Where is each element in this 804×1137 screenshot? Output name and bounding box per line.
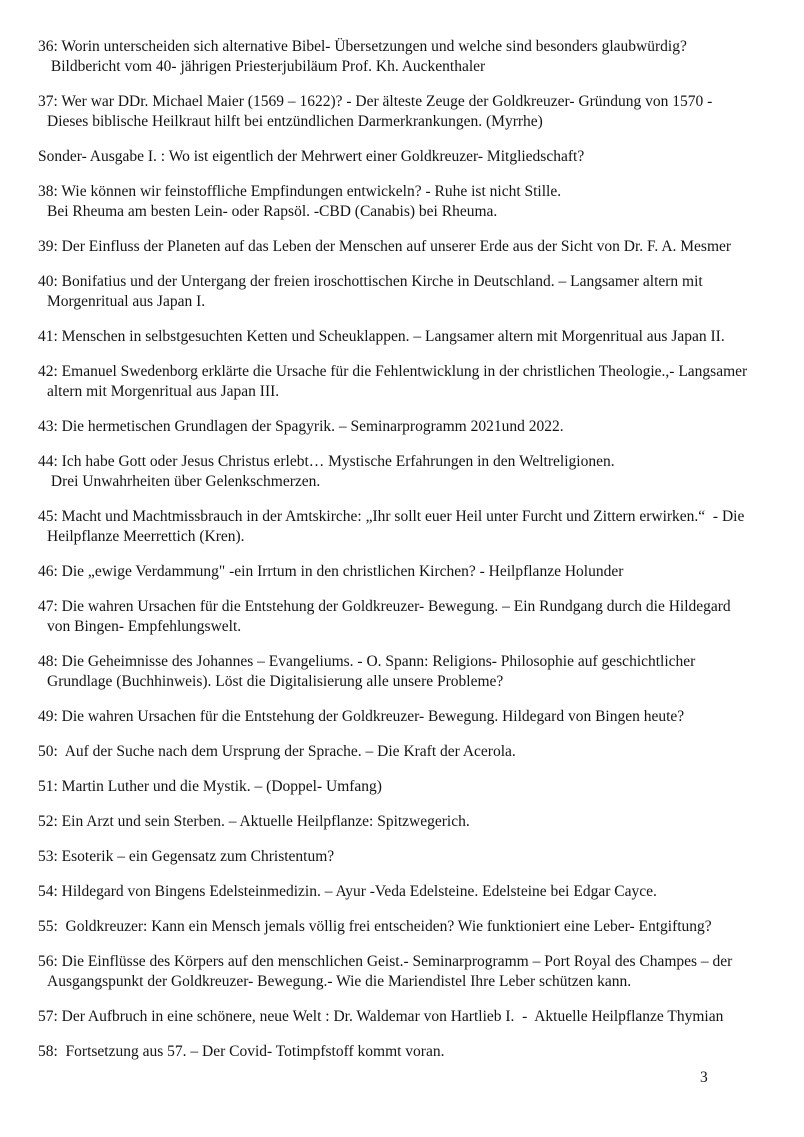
toc-line: 40: Bonifatius und der Untergang der freien iroschottischen Kirche in Deutschland. – Langsamer altern mit — [38, 273, 703, 290]
toc-item — [38, 417, 804, 437]
toc-line: von Bingen- Empfehlungswelt. — [47, 618, 242, 635]
toc-line: 37: Wer war DDr. Michael Maier (1569 – 1622)? - Der älteste Zeuge der Goldkreuzer- Gründung von 1570 - — [38, 93, 713, 110]
toc-line: 42: Emanuel Swedenborg erklärte die Ursache für die Fehlentwicklung in der christlichen Theologie.,- Langsamer — [38, 363, 748, 380]
toc-line: 36: Worin unterscheiden sich alternative Bibel- Übersetzungen und welche sind besonders glaubwürdig? — [38, 38, 687, 55]
toc-line: 44: Ich habe Gott oder Jesus Christus erlebt… Mystische Erfahrungen in den Weltreligionen. — [38, 453, 615, 470]
toc-item — [38, 92, 804, 132]
toc-line: Grundlage (Buchhinweis). Löst die Digitalisierung alle unsere Probleme? — [47, 673, 504, 690]
toc-item — [38, 812, 804, 832]
toc-line: 48: Die Geheimnisse des Johannes – Evangeliums. - O. Spann: Religions- Philosophie auf geschichtlicher — [38, 653, 696, 670]
toc-line: 56: Die Einflüsse des Körpers auf den menschlichen Geist.- Seminarprogramm – Port Royal des Champes – der — [38, 953, 733, 970]
toc-line: 55: Goldkreuzer: Kann ein Mensch jemals völlig frei entscheiden? Wie funktioniert eine Leber- Entgiftung? — [38, 918, 712, 935]
toc-line: Sonder- Ausgabe I. : Wo ist eigentlich der Mehrwert einer Goldkreuzer- Mitgliedschaft? — [38, 148, 585, 165]
toc-line: Dieses biblische Heilkraut hilft bei entzündlichen Darmerkrankungen. (Myrrhe) — [47, 113, 543, 130]
toc-item — [38, 562, 804, 582]
toc-line: 46: Die „ewige Verdammung" -ein Irrtum in den christlichen Kirchen? - Heilpflanze Holunder — [38, 563, 624, 580]
toc-line: Bei Rheuma am besten Lein- oder Rapsöl. -CBD (Canabis) bei Rheuma. — [47, 203, 498, 220]
toc-item — [38, 182, 804, 222]
toc-item — [38, 147, 804, 167]
toc-item — [38, 597, 804, 637]
toc-line: 49: Die wahren Ursachen für die Entstehung der Goldkreuzer- Bewegung. Hildegard von Bingen heute? — [38, 708, 685, 725]
toc-line: 53: Esoterik – ein Gegensatz zum Christentum? — [38, 848, 335, 865]
toc-line: 57: Der Aufbruch in eine schönere, neue Welt : Dr. Waldemar von Hartlieb I. - Aktuelle Heilpflanze Thymian — [38, 1008, 724, 1025]
toc-line: Bildbericht vom 40- jährigen Priesterjubiläum Prof. Kh. Auckenthaler — [47, 58, 486, 75]
toc-line: 38: Wie können wir feinstoffliche Empfindungen entwickeln? - Ruhe ist nicht Stille. — [38, 183, 562, 200]
toc-item — [38, 507, 804, 547]
toc-item — [38, 362, 804, 402]
toc-line: Morgenritual aus Japan I. — [47, 293, 206, 310]
toc-line: 50: Auf der Suche nach dem Ursprung der Sprache. – Die Kraft der Acerola. — [38, 743, 516, 760]
toc-line: 39: Der Einfluss der Planeten auf das Leben der Menschen auf unserer Erde aus der Sicht von Dr. F. A. Mesmer — [38, 238, 732, 255]
toc-line: 54: Hildegard von Bingens Edelsteinmedizin. – Ayur -Veda Edelsteine. Edelsteine bei Edgar Cayce. — [38, 883, 657, 900]
toc-line: 58: Fortsetzung aus 57. – Der Covid- Totimpfstoff kommt voran. — [38, 1043, 445, 1060]
toc-item — [38, 652, 804, 692]
toc-item — [38, 847, 804, 867]
toc-item — [38, 777, 804, 797]
toc-line: 47: Die wahren Ursachen für die Entstehung der Goldkreuzer- Bewegung. – Ein Rundgang durch die Hildegard — [38, 598, 731, 615]
toc-item — [38, 742, 804, 762]
toc-item — [38, 707, 804, 727]
toc-item — [38, 952, 804, 992]
toc-line: 45: Macht und Machtmissbrauch in der Amtskirche: „Ihr sollt euer Heil unter Furcht und Zittern erwirken.“ - Die — [38, 508, 745, 525]
toc-item — [38, 272, 804, 312]
toc-line: 51: Martin Luther und die Mystik. – (Doppel- Umfang) — [38, 778, 382, 795]
toc-line: 41: Menschen in selbstgesuchten Ketten und Scheuklappen. – Langsamer altern mit Morgenritual aus Japan II. — [38, 328, 725, 345]
toc-item — [38, 1042, 804, 1062]
toc-item — [38, 1007, 804, 1027]
page-number: 3 — [700, 1069, 708, 1086]
toc-line: 43: Die hermetischen Grundlagen der Spagyrik. – Seminarprogramm 2021und 2022. — [38, 418, 564, 435]
toc-item — [38, 882, 804, 902]
toc-line: Ausgangspunkt der Goldkreuzer- Bewegung.- Wie die Mariendistel Ihre Leber schützen kann. — [47, 973, 632, 990]
toc-line: Heilpflanze Meerrettich (Kren). — [47, 528, 245, 545]
toc-line: altern mit Morgenritual aus Japan III. — [47, 383, 280, 400]
toc-item — [38, 452, 804, 492]
toc-list — [38, 37, 804, 1062]
toc-line: Drei Unwahrheiten über Gelenkschmerzen. — [47, 473, 321, 490]
toc-item — [38, 237, 804, 257]
toc-item — [38, 37, 804, 77]
toc-item — [38, 327, 804, 347]
toc-item — [38, 917, 804, 937]
toc-line: 52: Ein Arzt und sein Sterben. – Aktuelle Heilpflanze: Spitzwegerich. — [38, 813, 470, 830]
